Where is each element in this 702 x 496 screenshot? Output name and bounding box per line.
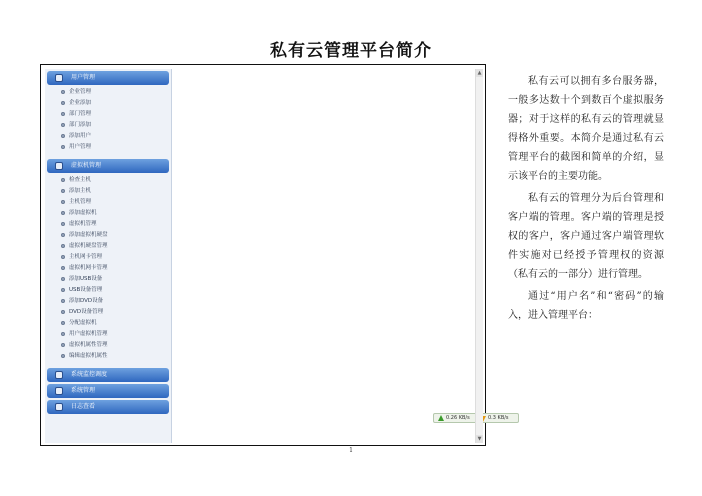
nav-sidebar — [45, 69, 172, 443]
menu-item-label: 部门添加 — [69, 122, 92, 128]
log-icon — [55, 403, 63, 411]
menu-group-header[interactable] — [47, 384, 169, 398]
bullet-icon — [61, 145, 65, 149]
document-title: 私有云管理平台简介 — [270, 41, 432, 61]
menu-item-label: 用户管理 — [69, 144, 92, 150]
menu-item-label: 添加USB设备 — [69, 276, 103, 282]
bullet-icon — [61, 255, 65, 259]
upload-arrow-icon — [438, 415, 444, 421]
content-area — [173, 69, 509, 443]
menu-group-label: 用户管理 — [71, 74, 96, 81]
menu-item-label: 主机网卡管理 — [69, 254, 103, 260]
bullet-icon — [61, 123, 65, 127]
bullet-icon — [61, 343, 65, 347]
bullet-icon — [61, 321, 65, 325]
intro-text — [508, 72, 664, 328]
scroll-down-icon[interactable]: ▼ — [477, 436, 482, 442]
menu-group-header[interactable] — [47, 368, 169, 382]
menu-group-label: 日志查看 — [71, 403, 96, 410]
platform-screenshot — [40, 64, 509, 446]
bullet-icon — [61, 332, 65, 336]
menu-item-label: 虚拟机管理 — [69, 221, 97, 227]
menu-item[interactable] — [45, 252, 171, 263]
bullet-icon — [61, 288, 65, 292]
bullet-icon — [61, 354, 65, 358]
menu-item[interactable] — [45, 186, 171, 197]
menu-item[interactable] — [45, 219, 171, 230]
menu-item-label: 分配虚拟机 — [69, 320, 97, 326]
paragraph-1: 私有云可以拥有多台服务器，一般多达数十个到数百个虚拟服务器；对于这样的私有云的管理就显得格外重要。本简介是通过私有云管理平台的截图和简单的介绍，显示该平台的主要功能。 — [508, 76, 664, 182]
settings-icon — [55, 387, 63, 395]
menu-item-label: DVD设备管理 — [69, 309, 104, 315]
menu-item-label: 添加用户 — [69, 133, 92, 139]
menu-item[interactable] — [45, 318, 171, 329]
menu-item[interactable] — [45, 197, 171, 208]
bullet-icon — [61, 222, 65, 226]
menu-item[interactable] — [45, 87, 171, 98]
bullet-icon — [61, 277, 65, 281]
menu-item[interactable] — [45, 230, 171, 241]
monitor-icon — [55, 162, 63, 170]
menu-item-label: 编辑虚拟机属性 — [69, 353, 108, 359]
bullet-icon — [61, 112, 65, 116]
bullet-icon — [61, 134, 65, 138]
menu-item-label: 虚拟机硬盘管理 — [69, 243, 108, 249]
download-speed: 0.3 KB/s — [488, 415, 509, 421]
bullet-icon — [61, 178, 65, 182]
bullet-icon — [61, 266, 65, 270]
menu-item-label: 检查主机 — [69, 177, 92, 183]
bullet-icon — [61, 310, 65, 314]
bullet-icon — [61, 233, 65, 237]
scroll-up-icon[interactable]: ▲ — [477, 70, 482, 76]
menu-item-label: 添加虚拟机 — [69, 210, 97, 216]
menu-group-header[interactable] — [47, 400, 169, 414]
menu-item[interactable] — [45, 274, 171, 285]
bullet-icon — [61, 189, 65, 193]
menu-item[interactable] — [45, 109, 171, 120]
menu-item[interactable] — [45, 120, 171, 131]
menu-item[interactable] — [45, 329, 171, 340]
menu-item-label: 虚拟机属性管理 — [69, 342, 108, 348]
menu-group-label: 系统管理 — [71, 387, 96, 394]
menu-item[interactable] — [45, 142, 171, 153]
menu-item-label: 企业管理 — [69, 89, 92, 95]
menu-item-label: 主机管理 — [69, 199, 92, 205]
menu-item-label: 部门管理 — [69, 111, 92, 117]
bullet-icon — [61, 211, 65, 215]
satellite-icon — [55, 371, 63, 379]
menu-item[interactable] — [45, 351, 171, 362]
menu-item-label: 用户虚拟机管理 — [69, 331, 108, 337]
bullet-icon — [61, 101, 65, 105]
menu-item[interactable] — [45, 307, 171, 318]
bullet-icon — [61, 200, 65, 204]
menu-group-header[interactable] — [47, 71, 169, 85]
menu-group-header[interactable] — [47, 159, 169, 173]
menu-item-label: 添加主机 — [69, 188, 92, 194]
menu-item[interactable] — [45, 175, 171, 186]
users-icon — [55, 74, 63, 82]
paragraph-2: 私有云的管理分为后台管理和客户端的管理。客户端的管理是授权的客户，客户通过客户端管理软件实施对已经授予管理权的资源（私有云的一部分）进行管理。 — [508, 193, 664, 280]
menu-item[interactable] — [45, 296, 171, 307]
menu-item-label: 企业添加 — [69, 100, 92, 106]
bullet-icon — [61, 299, 65, 303]
menu-item[interactable] — [45, 241, 171, 252]
menu-item[interactable] — [45, 131, 171, 142]
menu-item-label: 虚拟机网卡管理 — [69, 265, 108, 271]
menu-item-label: USB设备管理 — [69, 287, 103, 293]
paragraph-3: 通过“用户名”和“密码”的输入，进入管理平台： — [508, 291, 664, 321]
menu-item[interactable] — [45, 263, 171, 274]
bullet-icon — [61, 90, 65, 94]
menu-group-label: 系统监控调度 — [71, 371, 108, 378]
upload-speed: 0.26 KB/s — [446, 415, 470, 421]
menu-item-label: 添加虚拟机硬盘 — [69, 232, 108, 238]
menu-item[interactable] — [45, 340, 171, 351]
menu-group-label: 虚拟机管理 — [71, 162, 102, 169]
menu-item-label: 添加DVD设备 — [69, 298, 104, 304]
page-number: 1 — [349, 447, 353, 454]
menu-item[interactable] — [45, 98, 171, 109]
menu-item[interactable] — [45, 208, 171, 219]
bullet-icon — [61, 244, 65, 248]
vertical-scrollbar[interactable] — [475, 69, 483, 443]
menu-item[interactable] — [45, 285, 171, 296]
